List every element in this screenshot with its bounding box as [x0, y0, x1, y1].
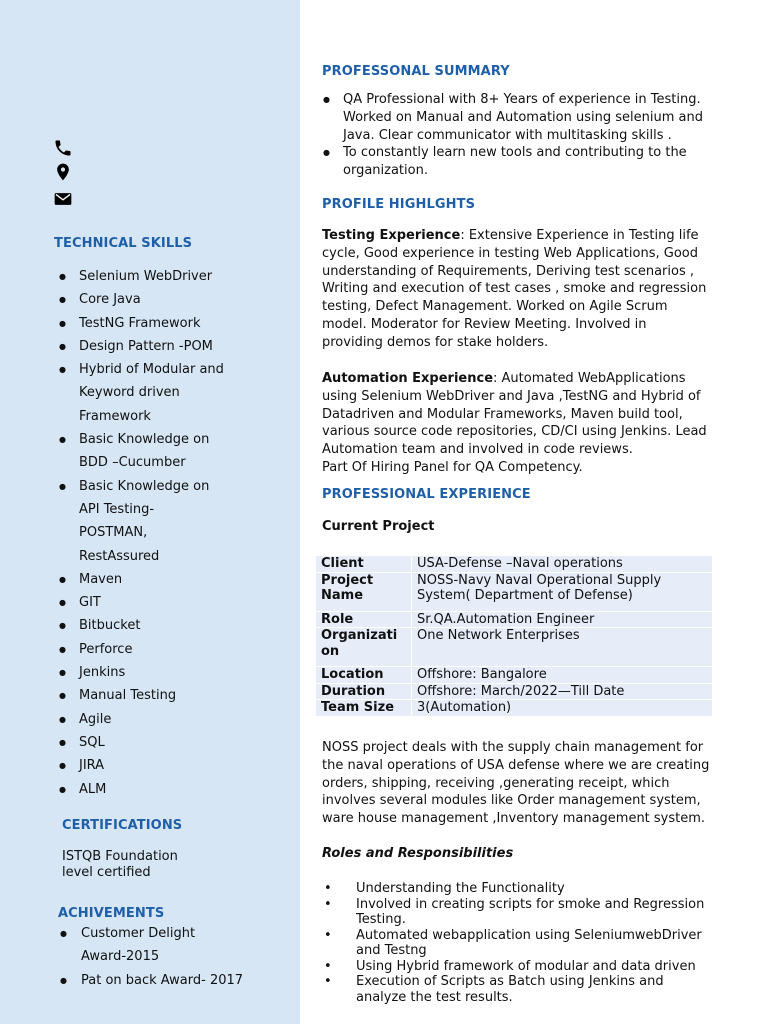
list-item: ● Hybrid of Modular and Keyword driven Framework	[56, 358, 229, 428]
table-key: Organization	[316, 628, 412, 667]
table-key: Client	[316, 556, 412, 573]
technical-skills-title: TECHNICAL SKILLS	[54, 236, 193, 251]
list-item: ● Maven	[56, 568, 286, 591]
list-item: ● Design Pattern -POM	[56, 335, 286, 358]
table-row	[316, 700, 713, 717]
summary-list	[322, 91, 712, 180]
table-row	[316, 683, 713, 700]
project-description: NOSS project deals with the supply chain management for the naval operations of USA defense where we are creating orders, shipping, receiving ,generating receipt, which involves several modules like Order management system, ware house management ,Inventory management system.	[322, 740, 710, 827]
table-row	[316, 628, 713, 667]
automation-experience-paragraph	[322, 370, 710, 459]
certification-line: level certified	[62, 864, 151, 880]
list-item: ● JIRA	[56, 754, 286, 777]
current-project-label: Current Project	[322, 519, 435, 534]
list-item: ● Selenium WebDriver	[56, 265, 286, 288]
list-item: • Automated webapplication using SeleniumwebDriver and Testng	[322, 928, 712, 959]
list-item: ● SQL	[56, 731, 286, 754]
list-item: ● To constantly learn new tools and contributing to the organization.	[322, 144, 712, 180]
achievements-list	[58, 922, 288, 992]
table-value: Sr.QA.Automation Engineer	[412, 611, 713, 628]
achievements-title: ACHIVEMENTS	[58, 906, 165, 921]
testing-experience-text: : Extensive Experience in Testing life cycle, Good experience in testing Web Applications, Good understanding of Requirements, Deriving test scenarios , Writing and execution of test cases , smoke and regression testing, Defect Management. Worked on Agile Scrum model. Moderator for Review Meeting. Involved in providing demos for stake holders.	[322, 228, 707, 350]
table-value: Offshore: Bangalore	[412, 667, 713, 684]
table-key: Duration	[316, 683, 412, 700]
testing-experience-paragraph	[322, 227, 710, 352]
professional-experience-title: PROFESSIONAL EXPERIENCE	[322, 487, 531, 502]
list-item: • Involved in creating scripts for smoke and Regression Testing.	[322, 897, 712, 928]
table-key: Team Size	[316, 700, 412, 717]
table-row	[316, 667, 713, 684]
table-row	[316, 556, 713, 573]
list-item: ● QA Professional with 8+ Years of experience in Testing. Worked on Manual and Automation using selenium and Java. Clear communicator with multitasking skills .	[322, 91, 712, 144]
professional-summary-title: PROFESSONAL SUMMARY	[322, 64, 510, 79]
list-item: ● ALM	[56, 778, 286, 801]
automation-experience-label: Automation Experience	[322, 371, 494, 386]
table-key: Location	[316, 667, 412, 684]
list-item: ● Agile	[56, 708, 286, 731]
certification-text	[62, 849, 262, 880]
list-item: ● Perforce	[56, 638, 286, 661]
table-value: NOSS-Navy Naval Operational Supply System( Department of Defense)	[412, 572, 713, 611]
certifications-title: CERTIFICATIONS	[62, 818, 183, 833]
roles-title: Roles and Responsibilities	[322, 846, 514, 861]
location-pin-icon	[53, 162, 73, 182]
table-row	[316, 611, 713, 628]
table-row	[316, 572, 713, 611]
list-item: ● Customer Delight Award-2015	[58, 922, 216, 969]
technical-skills-list	[56, 265, 286, 801]
list-item: ● TestNG Framework	[56, 312, 286, 335]
list-item: ● Basic Knowledge on API Testing- POSTMAN, RestAssured	[56, 475, 219, 568]
table-key: Project Name	[316, 572, 412, 611]
list-item: • Using Hybrid framework of modular and data driven	[322, 959, 712, 975]
list-item: ● Basic Knowledge on BDD –Cucumber	[56, 428, 219, 475]
phone-icon	[53, 138, 73, 158]
list-item: ● Core Java	[56, 288, 286, 311]
testing-experience-label: Testing Experience	[322, 228, 461, 243]
list-item: ● Pat on back Award- 2017	[58, 969, 288, 992]
list-item: ● GIT	[56, 591, 286, 614]
list-item: • Understanding the Functionality	[322, 881, 712, 897]
table-key: Role	[316, 611, 412, 628]
list-item: ● Bitbucket	[56, 614, 286, 637]
table-value: USA-Defense –Naval operations	[412, 556, 713, 573]
roles-list	[322, 881, 712, 1005]
table-value: Offshore: March/2022—Till Date	[412, 683, 713, 700]
hiring-panel-line: Part Of Hiring Panel for QA Competency.	[322, 460, 583, 475]
list-item: ● Manual Testing	[56, 684, 286, 707]
list-item: • Execution of Scripts as Batch using Jenkins and analyze the test results.	[322, 974, 712, 1005]
table-value: One Network Enterprises	[412, 628, 713, 667]
table-value: 3(Automation)	[412, 700, 713, 717]
list-item: ● Jenkins	[56, 661, 286, 684]
project-details-table	[315, 555, 713, 717]
certification-line: ISTQB Foundation	[62, 849, 178, 864]
automation-experience-text: : Automated WebApplications using Selenium WebDriver and Java ,TestNG and Hybrid of Datadriven and Modular Frameworks, Maven build tool, various source code repositories, CD/CI using Jenkins. Lead Automation team and involved in code reviews.	[322, 371, 707, 458]
envelope-icon	[53, 189, 73, 209]
profile-highlights-title: PROFILE HIGHLGHTS	[322, 197, 476, 212]
